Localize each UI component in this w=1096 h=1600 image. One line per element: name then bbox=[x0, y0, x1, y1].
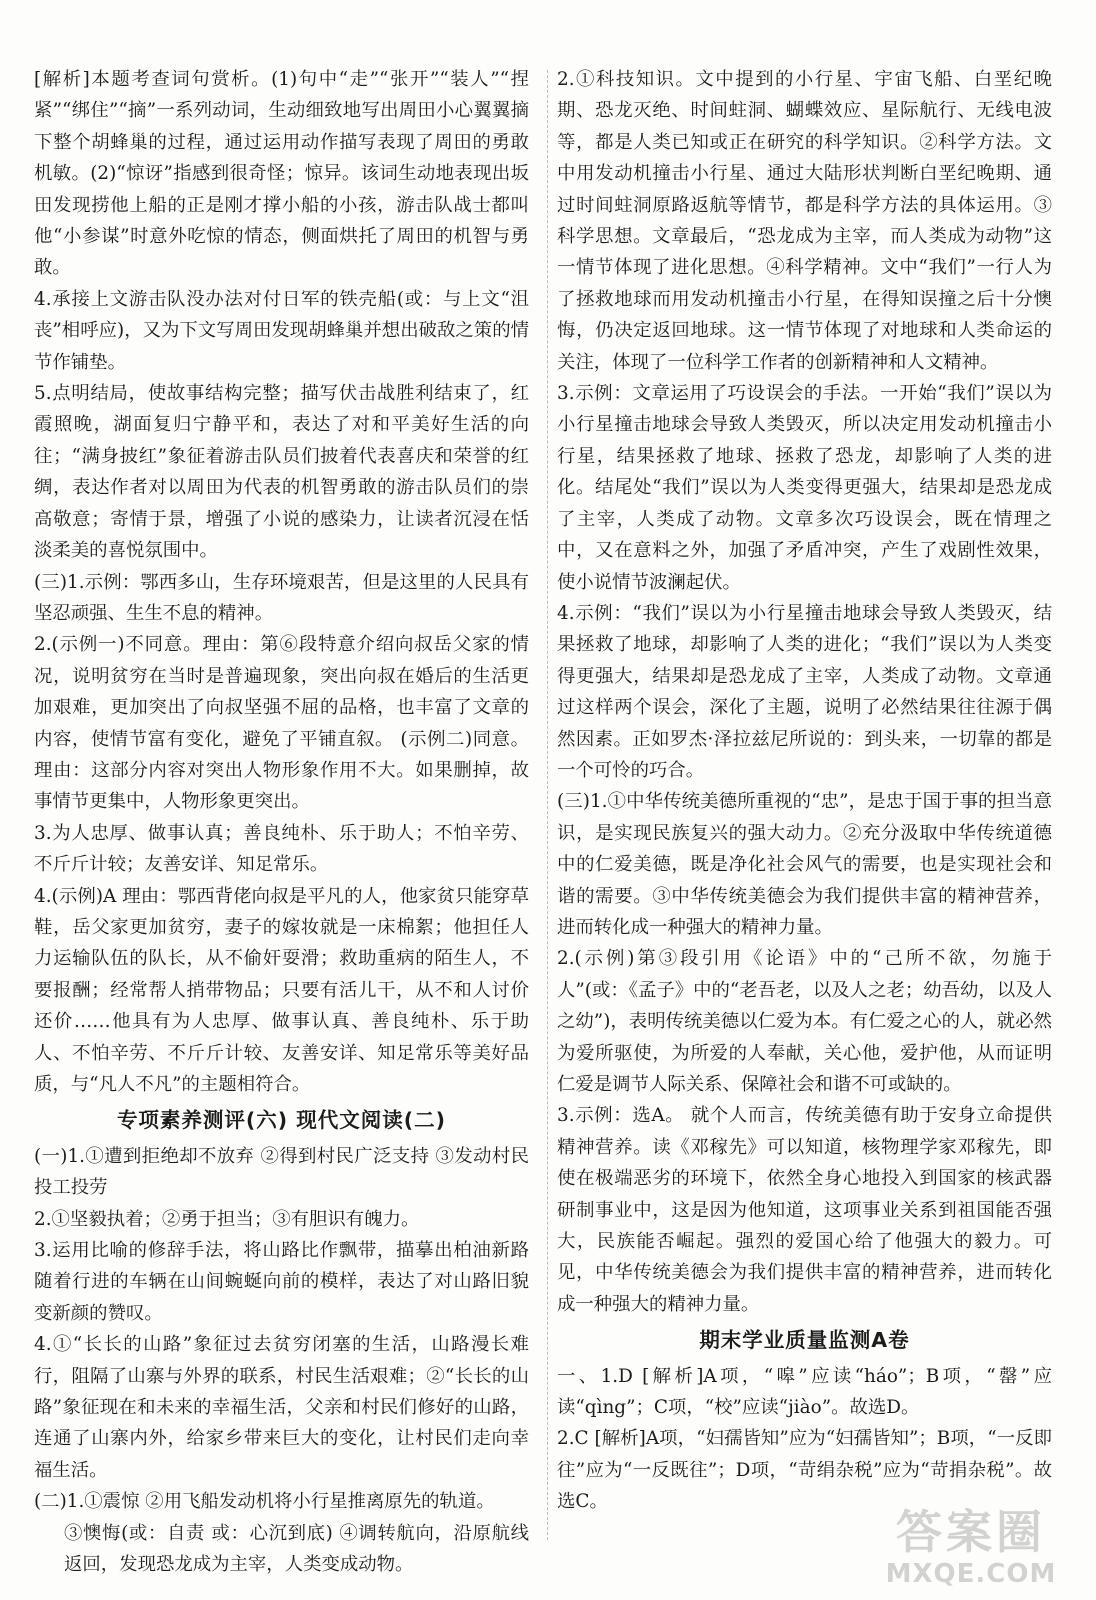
right-column bbox=[557, 64, 1052, 1518]
right-answer-paragraph: 2.C [解析]A项，“妇孺皆知”应为“妇孺皆知”；B项，“一反即往”应为“一反既往”；D项，“苛绢杂税”应为“苛捐杂税”。故选C。 bbox=[557, 1428, 1052, 1513]
left-answer-paragraph: 4.①“长长的山路”象征过去贫穷闭塞的生活，山路漫长难行，阻隔了山寨与外界的联系，村民生活艰难；②“长长的山路”象征现在和未来的幸福生活，父亲和村民们修好的山路，连通了山寨内外，给家乡带来巨大的变化，让村民们走向幸福生活。 bbox=[34, 1334, 529, 1481]
left-answer-paragraph: [解析]本题考查词句赏析。(1)句中“走”“张开”“装人”“捏紧”“绑住”“摘”一系列动词，生动细致地写出周田小心翼翼摘下整个胡蜂巢的过程，通过运用动作描写表现了周田的勇敢机敏。(2)“惊讶”指感到很奇怪；惊异。该词生动地表现出坂田发现捞他上船的正是刚才撑小船的小孩，游击队战士都叫他“小参谋”时意外吃惊的情态，侧面烘托了周田的机智与勇敢。 bbox=[34, 69, 529, 279]
column-divider bbox=[547, 70, 548, 1540]
left-answer-paragraph: (三)1.示例：鄂西多山，生存环境艰苦，但是这里的人民具有坚忍顽强、生生不息的精神。 bbox=[34, 571, 529, 624]
right-section-heading: 期末学业质量监测A卷 bbox=[699, 1328, 910, 1353]
watermark-url: MXQE.COM bbox=[885, 1559, 1057, 1589]
left-answer-paragraph: (一)1.①遭到拒绝却不放弃 ②得到村民广泛支持 ③发动村民投工投劳 bbox=[34, 1145, 529, 1199]
left-answer-paragraph: 4.(示例)A 理由：鄂西背佬向叔是平凡的人，他家贫只能穿草鞋，岳父家更加贫穷，妻子的嫁妆就是一床棉絮；他担任人力运输队伍的队长，从不偷奸耍滑；救助重病的陌生人，不要报酬；经常帮人捎带物品；只要有活儿干，从不和人讨价还价……他具有为人忠厚、做事认真、善良纯朴、乐于助人、不怕辛劳、不斤斤计较、友善安详、知足常乐等美好品质，与“凡人不凡”的主题相符合。 bbox=[34, 885, 529, 1095]
right-answer-paragraph: 2.①科技知识。文中提到的小行星、宇宙飞船、白垩纪晚期、恐龙灭绝、时间蛀洞、蝴蝶效应、星际航行、无线电波等，都是人类已知或正在研究的科学知识。②科学方法。文中用发动机撞击小行星、通过大陆形状判断白垩纪晚期、通过时间蛀洞原路返航等情节，都是科学方法的具体运用。③科学思想。文章最后，“恐龙成为主宰，而人类成为动物”这一情节体现了进化思想。④科学精神。文中“我们”一行人为了拯救地球而用发动机撞击小行星，在得知误撞之后十分懊悔，仍决定返回地球。这一情节体现了对地球和人类命运的关注，体现了一位科学工作者的创新精神和人文精神。 bbox=[557, 69, 1052, 373]
left-answer-paragraph: 2.(示例一)不同意。理由：第⑥段特意介绍向叔岳父家的情况，说明贫穷在当时是普遍现象，突出向叔在婚后的生活更加艰难，更加突出了向叔坚强不屈的品格，也丰富了文章的内容，使情节富有变化，避免了平铺直叙。 (示例二)同意。理由：这部分内容对突出人物形象作用不大。如果删掉，故事情节更集中，人物形象更突出。 bbox=[34, 634, 529, 813]
right-answer-paragraph: 一、1.D [解析]A项，“嗥”应读“háo”；B项，“罄”应读“qìng”；C项，“校”应读“jiào”。故选D。 bbox=[557, 1365, 1052, 1419]
right-answer-paragraph: 2.(示例)第③段引用《论语》中的“己所不欲，勿施于人”(或：《孟子》中的“老吾老，以及人之老；幼吾幼，以及人之幼”)，表明传统美德以仁爱为本。有仁爱之心的人，就必然为爱所驱使，为所爱的人奉献，关心他，爱护他，从而证明仁爱是调节人际关系、保障社会和谐不可或缺的。 bbox=[557, 948, 1052, 1095]
right-answer-paragraph: 4.示例：“我们”误以为小行星撞击地球会导致人类毁灭，结果拯救了地球，却影响了人类的进化；“我们”误以为人类变得更强大，结果却是恐龙成了主宰，人类成了动物。文章通过这样两个误会，深化了主题，说明了必然结果往往源于偶然因素。正如罗杰·泽拉兹尼所说的：到头来，一切靠的都是一个可怜的巧合。 bbox=[557, 602, 1052, 781]
left-answer-paragraph: 4.承接上文游击队没办法对付日军的铁壳船(或：与上文“沮丧”相呼应)，又为下文写周田发现胡蜂巢并想出破敌之策的情节作铺垫。 bbox=[34, 288, 529, 373]
left-column bbox=[34, 64, 529, 1581]
right-answer-paragraph: 3.示例：文章运用了巧设误会的手法。一开始“我们”误以为小行星撞击地球会导致人类毁灭，所以决定用发动机撞击小行星，结果拯救了地球、拯救了恐龙，却影响了人类的进化。结尾处“我们”误以为人类变得更强大，结果却是恐龙成了主宰，人类成了动物。文章多次巧设误会，既在情理之中，又在意料之外，加强了矛盾冲突，产生了戏剧性效果，使小说情节波澜起伏。 bbox=[557, 383, 1052, 593]
left-answer-paragraph: ③懊悔(或：自责 或：心沉到底) ④调转航向，沿原航线返回，发现恐龙成为主宰，人类变成动物。 bbox=[64, 1522, 529, 1576]
left-answer-paragraph: (二)1.①震惊 ②用飞船发动机将小行星推离原先的轨道。 bbox=[34, 1491, 495, 1513]
left-answer-paragraph: 5.点明结局，使故事结构完整；描写伏击战胜利结束了，红霞照晚，湖面复归宁静平和，表达了对和平美好生活的向往；“满身披红”象征着游击队员们披着代表喜庆和荣誉的红绸，表达作者对以周田为代表的机智勇敢的游击队员们的崇高敬意；寄情于景，增强了小说的感染力，让读者沉浸在恬淡柔美的喜悦氛围中。 bbox=[34, 383, 529, 562]
left-section-heading: 专项素养测评(六) 现代文阅读(二) bbox=[116, 1108, 447, 1133]
right-answer-paragraph: 3.示例：选A。 就个人而言，传统美德有助于安身立命提供精神营养。读《邓稼先》可以知道，核物理学家邓稼先，即使在极端恶劣的环境下，依然全身心地投入到国家的核武器研制事业中，这是因为他知道，这项事业关系到祖国能否强大，民族能否崛起。强烈的爱国心给了他强大的毅力。可见，中华传统美德会为我们提供丰富的精神营养，进而转化成一种强大的精神力量。 bbox=[557, 1105, 1052, 1315]
left-answer-paragraph: 3.运用比喻的修辞手法，将山路比作飘带，描摹出柏油新路随着行进的车辆在山间蜿蜒向前的模样，表达了对山路旧貌变新颜的赞叹。 bbox=[34, 1240, 529, 1324]
left-answer-paragraph: 2.①坚毅执着；②勇于担当；③有胆识有魄力。 bbox=[34, 1208, 420, 1230]
right-answer-paragraph: (三)1.①中华传统美德所重视的“忠”，是忠于国于事的担当意识，是实现民族复兴的强大动力。②充分汲取中华传统道德中的仁爱美德，既是净化社会风气的需要，也是实现社会和谐的需要。③中华传统美德会为我们提供丰富的精神营养，进而转化成一种强大的精神力量。 bbox=[557, 791, 1052, 938]
watermark-seal: 答案圈 bbox=[896, 1505, 1046, 1559]
left-answer-paragraph: 3.为人忠厚、做事认真；善良纯朴、乐于助人；不怕辛劳、不斤斤计较；友善安详、知足常乐。 bbox=[34, 822, 529, 876]
watermark-logo bbox=[866, 1504, 1076, 1594]
